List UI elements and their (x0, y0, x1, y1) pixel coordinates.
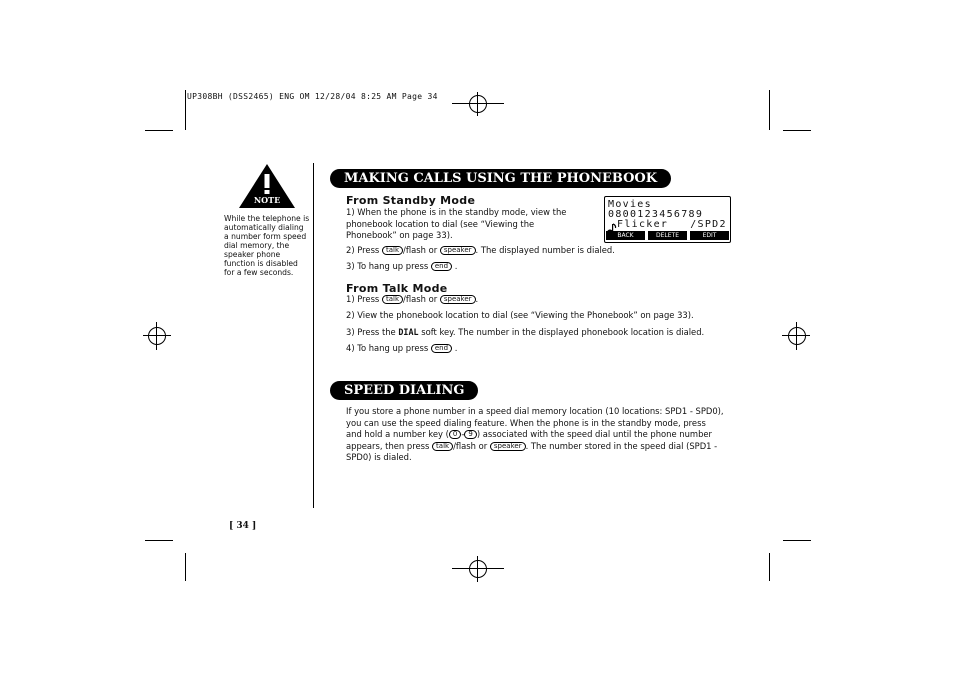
section-title-phonebook: MAKING CALLS USING THE PHONEBOOK (330, 169, 671, 188)
page-number: [ 34 ] (229, 521, 257, 531)
talk-step-2: 2) View the phonebook location to dial (see “Viewing the Phonebook” on page 33). (346, 310, 694, 320)
section-title-speed-dialing: SPEED DIALING (330, 381, 478, 400)
registration-mark (782, 322, 810, 350)
talk-key-icon: talk (382, 246, 403, 255)
crop-mark (185, 90, 186, 130)
lcd-line-1: Movies (608, 199, 652, 210)
talk-key-icon: talk (382, 295, 403, 304)
note-label: NOTE (253, 195, 281, 205)
speaker-key-icon: speaker (440, 295, 476, 304)
standby-step-2: 2) Press talk /flash or speaker . The displayed number is dialed. (346, 245, 615, 255)
speaker-key-icon: speaker (490, 442, 526, 451)
standby-step-3: 3) To hang up press end . (346, 261, 458, 271)
lcd-display (604, 196, 731, 243)
lcd-line-2: 0800123456789 (608, 209, 704, 220)
crop-mark (769, 553, 770, 581)
zero-key-icon: 0 (449, 430, 461, 439)
speaker-key-icon: speaker (440, 246, 476, 255)
talk-key-icon: talk (432, 442, 453, 451)
softkey-back[interactable]: BACK (606, 231, 645, 240)
crop-mark (769, 90, 770, 130)
music-note-icon (607, 219, 617, 230)
crop-mark (185, 553, 186, 581)
note-text: While the telephone is automatically dialing a number form speed dial memory, the speaker phone function is disabled for a few seconds. (224, 214, 310, 277)
standby-step-1: 1) When the phone is in the standby mode, view the phonebook location to dial (see “Viewing the Phonebook” on page 33). (346, 207, 567, 240)
end-key-icon: end (431, 262, 452, 271)
end-key-icon: end (431, 344, 452, 353)
speed-dial-paragraph: If you store a phone number in a speed dial memory location (10 locations: SPD1 - SPD0), you can use the speed dialing feature. When the phone is in the standby mode, press and hold a number key ( 0 - 9 ) associated with the speed dial until the phone number appears, then press talk /flash or speaker . The number stored in the speed dial (SPD1 - SPD0) is dialed. (346, 406, 724, 462)
crop-mark (783, 540, 811, 541)
print-slug: UP308BH (DSS2465) ENG OM 12/28/04 8:25 AM Page 34 (187, 92, 438, 101)
nine-key-icon: 9 (464, 430, 476, 439)
registration-mark (452, 92, 504, 116)
lcd-line-3: Flicker /SPD2 (617, 219, 727, 230)
talk-step-3: 3) Press the DIAL soft key. The number in the displayed phonebook location is dialed. (346, 327, 705, 337)
softkey-delete[interactable]: DELETE (648, 231, 687, 240)
subheading-talk: From Talk Mode (346, 282, 448, 295)
talk-step-1: 1) Press talk /flash or speaker . (346, 294, 479, 304)
talk-step-4: 4) To hang up press end . (346, 343, 458, 353)
crop-mark (145, 130, 173, 131)
column-divider (313, 163, 314, 508)
registration-mark (452, 556, 504, 582)
warning-triangle-icon (237, 162, 297, 210)
crop-mark (145, 540, 173, 541)
softkey-edit[interactable]: EDIT (690, 231, 729, 240)
crop-mark (783, 130, 811, 131)
subheading-standby: From Standby Mode (346, 194, 476, 207)
registration-mark (143, 322, 171, 350)
